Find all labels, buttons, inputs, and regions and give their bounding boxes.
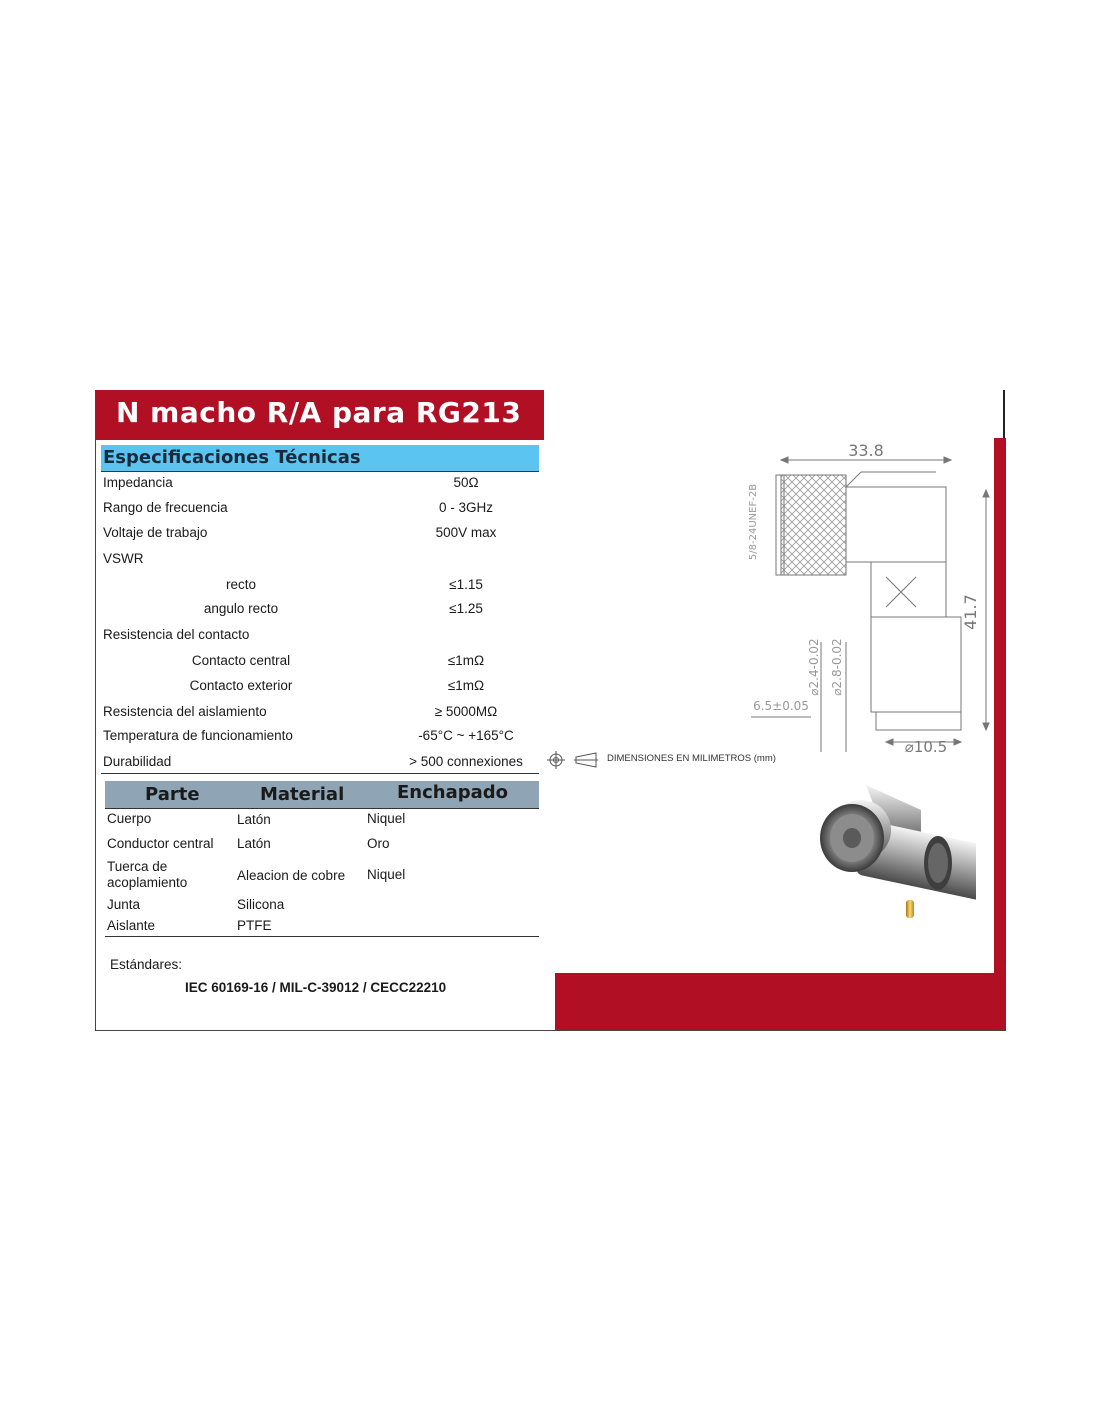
spec-label: Resistencia del aislamiento <box>103 704 267 719</box>
spec-row <box>103 601 539 626</box>
accent-bar-bottom <box>555 973 1006 1030</box>
divider <box>101 471 539 472</box>
spec-label: Contacto exterior <box>189 678 293 693</box>
dimensions-legend: DIMENSIONES EN MILIMETROS (mm) <box>607 753 776 764</box>
spec-row <box>103 627 539 652</box>
spec-value: 500V max <box>435 525 497 540</box>
column-header-part: Parte <box>145 784 200 805</box>
materials-header <box>105 781 539 808</box>
projection-symbol-icon <box>546 750 606 770</box>
part-cell: Cuerpo <box>107 811 152 826</box>
spec-label: Rango de frecuencia <box>103 500 228 515</box>
standards-value: IEC 60169-16 / MIL-C-39012 / CECC22210 <box>185 980 447 995</box>
spec-label: Durabilidad <box>103 754 172 769</box>
spec-value: ≤1.15 <box>449 577 483 592</box>
part-cell: Aislante <box>107 918 156 933</box>
frame-line <box>1003 390 1005 438</box>
spec-row <box>103 551 539 576</box>
spec-row <box>103 653 539 678</box>
material-cell: Silicona <box>237 897 285 912</box>
plating-cell: Oro <box>367 836 390 851</box>
spec-value: 0 - 3GHz <box>438 500 493 515</box>
divider <box>105 808 539 809</box>
dim-pin1-label: ⌀2.4-0.02 <box>807 638 821 696</box>
datasheet <box>95 390 1006 1031</box>
spec-label: Resistencia del contacto <box>103 627 250 642</box>
spec-value: ≥ 5000MΩ <box>434 704 498 719</box>
material-cell: Latón <box>237 836 271 851</box>
divider <box>101 773 539 774</box>
material-cell: Aleacion de cobre <box>237 868 346 883</box>
spec-value: ≤1.25 <box>449 601 483 616</box>
spec-label: VSWR <box>103 551 144 566</box>
spec-row <box>103 728 539 753</box>
spec-row <box>103 577 539 602</box>
spec-row <box>103 678 539 703</box>
connector-photo <box>716 770 976 920</box>
spec-label: Temperatura de funcionamiento <box>103 728 293 743</box>
spec-row <box>103 500 539 525</box>
part-cell: Conductor central <box>107 836 214 851</box>
spec-value: ≤1mΩ <box>447 653 485 668</box>
spec-row <box>103 475 539 500</box>
dim-offset-label: 6.5±0.05 <box>753 699 809 713</box>
dim-pin2-label: ⌀2.8-0.02 <box>830 638 844 696</box>
dim-diameter-label: ⌀10.5 <box>904 738 948 756</box>
product-title: N macho R/A para RG213 <box>96 390 544 440</box>
technical-drawing <box>736 442 996 762</box>
spec-value: -65°C ~ +165°C <box>418 728 514 743</box>
plating-cell: Niquel <box>367 867 406 882</box>
column-header-plating: Enchapado <box>397 782 509 803</box>
spec-row <box>103 525 539 550</box>
spec-value: > 500 connexiones <box>409 754 523 769</box>
part-cell: Tuerca de acoplamiento <box>107 859 188 890</box>
spec-label: angulo recto <box>203 601 279 616</box>
dim-height-label: 41.7 <box>961 594 980 630</box>
spec-row <box>103 754 539 779</box>
spec-value: 50Ω <box>453 475 479 490</box>
material-cell: Latón <box>237 812 271 827</box>
spec-value: ≤1mΩ <box>447 678 485 693</box>
spec-label: Impedancia <box>103 475 173 490</box>
spec-label: Voltaje de trabajo <box>103 525 208 540</box>
specs-heading: Especificaciones Técnicas <box>101 445 539 471</box>
divider <box>105 936 539 937</box>
part-cell: Junta <box>107 897 141 912</box>
dim-width-label: 33.8 <box>848 442 884 460</box>
spec-row <box>103 704 539 729</box>
spec-label: Contacto central <box>191 653 291 668</box>
thread-label: 5/8-24UNEF-2B <box>748 483 759 561</box>
spec-label: recto <box>225 577 256 592</box>
plating-cell: Niquel <box>367 811 406 826</box>
column-header-material: Material <box>260 784 345 805</box>
material-cell: PTFE <box>237 918 272 933</box>
standards-label: Estándares: <box>110 957 183 972</box>
